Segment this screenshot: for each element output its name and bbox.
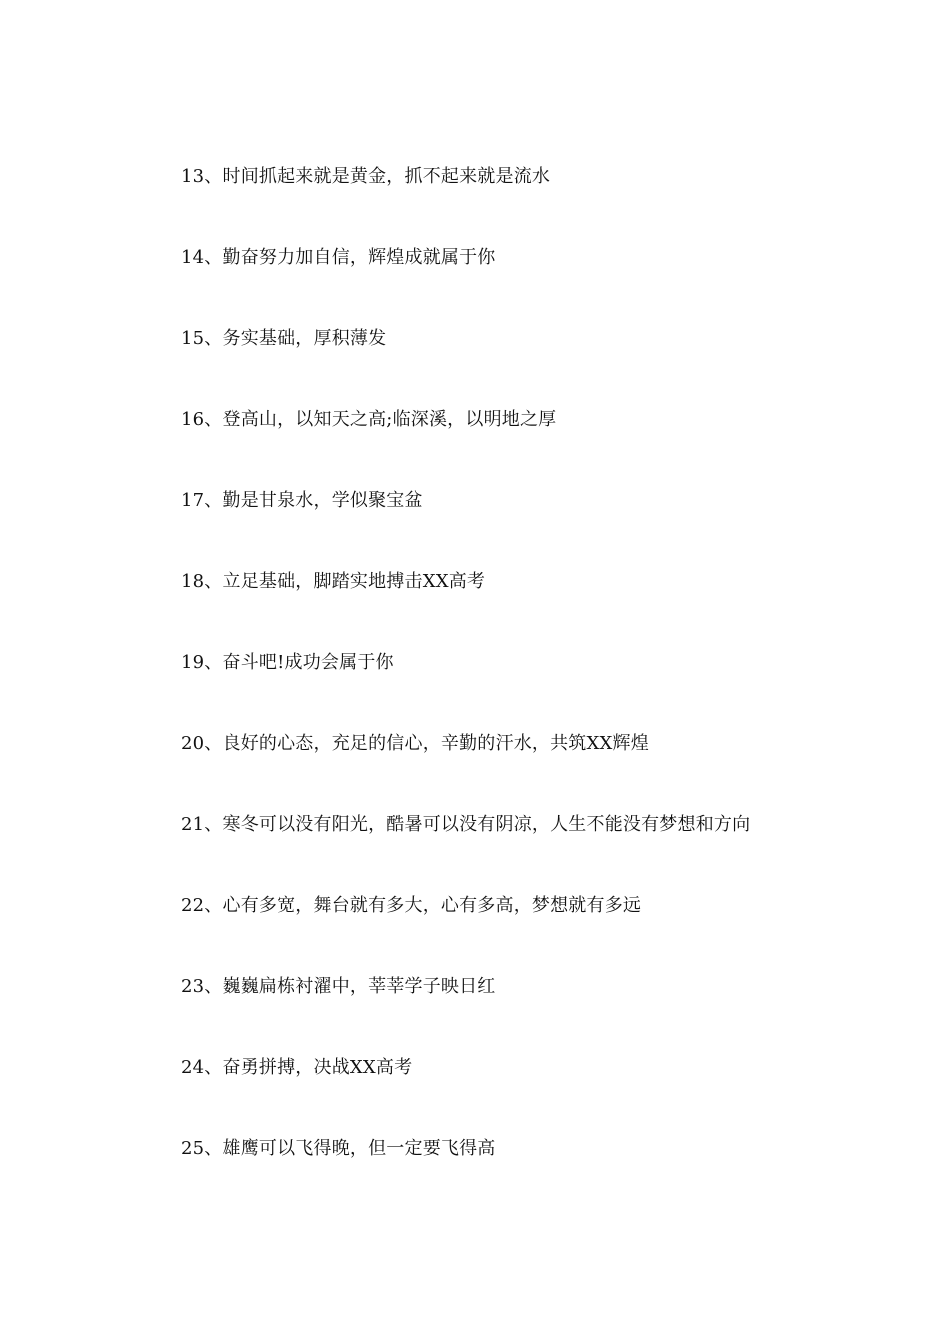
list-item: 19、奋斗吧!成功会属于你 [181,652,394,673]
list-item: 23、巍巍扁栋衬濯中，莘莘学子映日红 [181,976,496,997]
list-item: 22、心有多宽，舞台就有多大，心有多高，梦想就有多远 [181,895,642,916]
list-item: 15、务实基础，厚积薄发 [181,328,387,349]
list-item: 18、立足基础，脚踏实地搏击XX高考 [181,571,486,592]
slogan-list [181,163,750,1216]
list-item: 14、勤奋努力加自信，辉煌成就属于你 [181,247,496,268]
list-item: 17、勤是甘泉水，学似聚宝盆 [181,490,423,511]
list-item: 21、寒冬可以没有阳光，酷暑可以没有阴凉，人生不能没有梦想和方向 [181,814,751,835]
list-item: 13、时间抓起来就是黄金，抓不起来就是流水 [181,166,551,187]
list-item: 25、雄鹰可以飞得晚，但一定要飞得高 [181,1138,496,1159]
list-item: 20、良好的心态，充足的信心，辛勤的汗水，共筑XX辉煌 [181,733,649,754]
list-item: 16、登高山，以知天之高;临深溪，以明地之厚 [181,409,557,430]
list-item: 24、奋勇拼搏，决战XX高考 [181,1057,413,1078]
